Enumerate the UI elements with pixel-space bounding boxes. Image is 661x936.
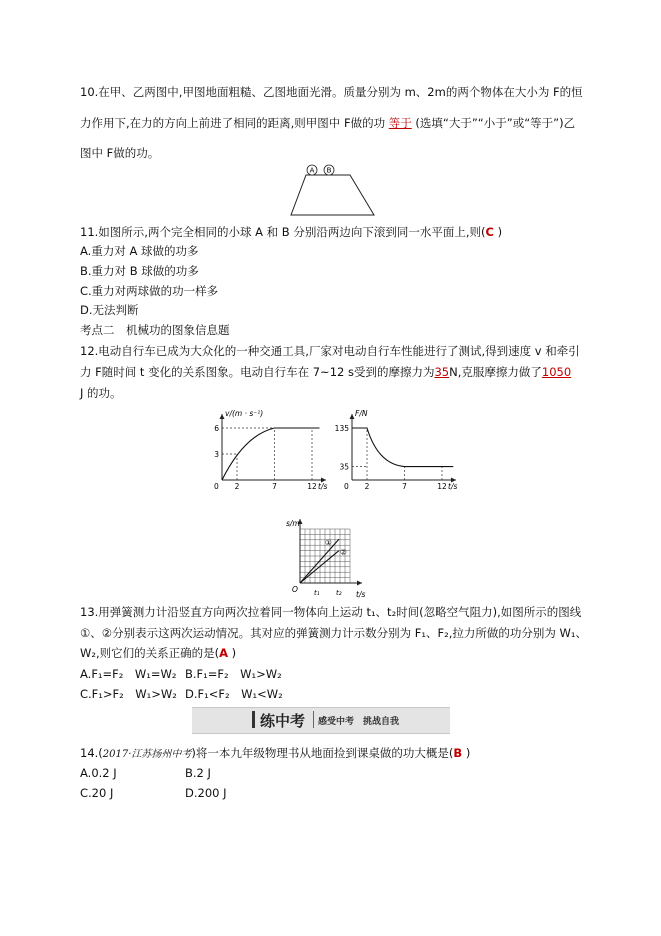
- force-time-chart: [330, 405, 470, 495]
- distance-time-chart: [282, 518, 382, 600]
- q11-option-a: A.重力对 A 球做的功多: [80, 244, 199, 258]
- q13-line-3a: W₂,则它们的关系正确的是(: [80, 646, 220, 660]
- q11-option-d: D.无法判断: [80, 303, 139, 317]
- q14-option-b: B.2 J: [185, 766, 211, 780]
- q11-stem: [80, 224, 502, 240]
- ball-a-label: A: [309, 166, 315, 175]
- q13-line-3b: ): [228, 646, 237, 660]
- x-tick-label: 12: [307, 482, 317, 491]
- data-line: [222, 428, 320, 480]
- section-heading: 考点二 机械功的图象信息题: [80, 323, 230, 337]
- x-axis-label: t/s: [356, 590, 366, 599]
- q10-answer: 等于: [388, 116, 412, 130]
- q13-option-a: A.F₁=F₂ W₁=W₂: [80, 667, 177, 681]
- q14-close: ): [462, 746, 471, 760]
- series-line: [300, 539, 339, 583]
- q10-line-3: 图中 F做的功。: [80, 146, 160, 160]
- ball-b-label: B: [326, 166, 332, 175]
- q11-option-c: C.重力对两球做的功一样多: [80, 284, 219, 298]
- q13-option-d: D.F₁<F₂ W₁<W₂: [185, 687, 283, 701]
- q11-stem-text: 11.如图所示,两个完全相同的小球 A 和 B 分别沿两边向下滚到同一水平面上,则(: [80, 225, 486, 239]
- q10-line-2a: 力作用下,在力的方向上前进了相同的距离,则甲图中 F做的功: [80, 116, 386, 130]
- q11-option-b: B.重力对 B 球做的功多: [80, 264, 199, 278]
- q14-option-d: D.200 J: [185, 786, 227, 800]
- q12-line-2b: N,克服摩擦力做了: [449, 365, 542, 379]
- q13-line-2: ①、②分别表示这两次运动情况。其对应的弹簧测力计示数分别为 F₁、F₂,拉力所做的功分别为 W₁、: [80, 626, 588, 640]
- y-axis-arrow: [350, 414, 355, 419]
- q12-line-2: [80, 364, 571, 380]
- y-tick-label: 3: [214, 450, 219, 459]
- q13-answer: A: [219, 646, 229, 660]
- q13-line-1: 13.用弹簧测力计沿竖直方向两次拉着同一物体向上运动 t₁、t₂时间(忽略空气阻力),如图所示的图线: [80, 605, 582, 619]
- q14-stem-b: )将一本九年级物理书从地面捡到课桌做的功大概是(: [191, 746, 454, 760]
- q12-line-3: J 的功。: [80, 386, 122, 400]
- q10-line-1: 10.在甲、乙两图中,甲图地面粗糙、乙图地面光滑。质量分别为 m、2m的两个物体在大小为 F的恒: [80, 85, 583, 99]
- origin-label: O: [292, 585, 298, 594]
- x-tick-label: 7: [272, 482, 277, 491]
- y-axis-label: v/(m · s⁻¹): [225, 409, 264, 418]
- q10-line-2b: (选填“大于”“小于”或“等于”)乙: [415, 116, 576, 130]
- x-tick-label: 7: [402, 482, 407, 491]
- q14-option-a: A.0.2 J: [80, 766, 117, 780]
- y-axis-arrow: [220, 414, 225, 419]
- banner-bar: [252, 711, 255, 728]
- q14-source: 2017·江苏扬州中考: [102, 749, 192, 760]
- q10-line-2: [80, 115, 575, 131]
- y-axis-label: s/m: [286, 519, 300, 528]
- q12-answer-1: 35: [434, 365, 450, 379]
- q13-line-3: [80, 645, 236, 661]
- x-tick-label: 2: [364, 482, 370, 491]
- q13-option-b: B.F₁=F₂ W₁>W₂: [185, 667, 282, 681]
- banner-divider: [313, 711, 314, 728]
- q14-stem: [80, 745, 470, 763]
- y-tick-label: 135: [334, 424, 349, 433]
- q12-answer-2: 1050: [541, 365, 572, 379]
- x-axis-arrow: [357, 581, 362, 586]
- x-axis-label: t/s: [448, 482, 458, 491]
- series-label: ②: [340, 547, 347, 557]
- trapezoid-figure: [288, 163, 378, 218]
- y-tick-label: 35: [339, 462, 349, 472]
- q12-line-2a: 力 F随时间 t 变化的关系图象。电动自行车在 7~12 s受到的摩擦力为: [80, 365, 435, 379]
- x-tick-label: t₂: [336, 589, 342, 597]
- q14-answer: B: [453, 746, 463, 760]
- velocity-time-chart: [200, 405, 350, 495]
- practice-banner: [192, 707, 450, 734]
- y-tick-label: 6: [214, 424, 219, 433]
- x-tick-label: 12: [437, 482, 447, 491]
- banner-subtitle: 感受中考 挑战自我: [318, 717, 400, 727]
- origin-label: 0: [344, 482, 349, 491]
- q14-stem-a: 14.(: [80, 746, 103, 760]
- x-tick-label: t₁: [314, 589, 320, 597]
- q14-option-c: C.20 J: [80, 786, 114, 800]
- q12-line-1: 12.电动自行车已成为大众化的一种交通工具,厂家对电动自行车性能进行了测试,得到速度 v 和牵引: [80, 344, 580, 358]
- origin-label: 0: [214, 482, 219, 491]
- x-tick-label: 2: [234, 482, 240, 491]
- q11-answer: C: [485, 225, 494, 239]
- q13-option-c: C.F₁>F₂ W₁>W₂: [80, 687, 177, 701]
- x-axis-label: t/s: [318, 482, 328, 491]
- q11-close: ): [493, 225, 503, 239]
- series-label: ①: [325, 538, 332, 548]
- y-axis-label: F/N: [355, 409, 368, 418]
- banner-title: 练中考: [260, 712, 306, 730]
